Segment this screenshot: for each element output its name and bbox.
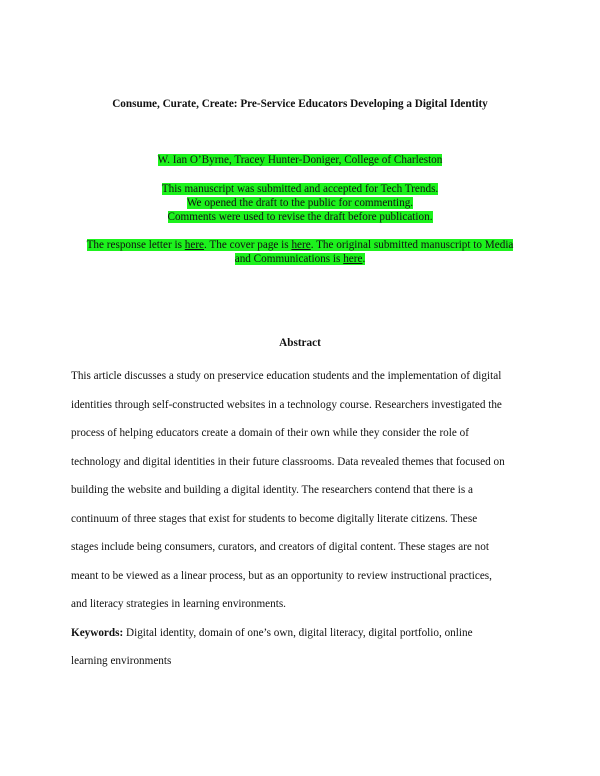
abstract-line: This article discusses a study on preservice education students and the implementation of digital bbox=[71, 370, 502, 382]
links-paragraph bbox=[70, 238, 530, 266]
abstract-line: continuum of three stages that exist for students to become digitally literate citizens. These bbox=[71, 512, 478, 525]
links-text bbox=[87, 239, 514, 265]
abstract-line: stages include being consumers, curators, and creators of digital content. These stages are not bbox=[71, 541, 489, 553]
keywords-line bbox=[71, 619, 531, 648]
abstract-heading: Abstract bbox=[279, 337, 321, 349]
author-line bbox=[40, 153, 560, 167]
note-line-2: We opened the draft to the public for commenting. bbox=[186, 197, 414, 209]
manuscript-note bbox=[40, 182, 560, 224]
links-part-2: . The cover page is bbox=[204, 239, 292, 251]
abstract-line: meant to be viewed as a linear process, but as an opportunity to review instructional practices, bbox=[71, 569, 492, 582]
author-text: W. Ian O’Byrne, Tracey Hunter-Doniger, College of Charleston bbox=[157, 154, 443, 166]
abstract-line: technology and digital identities in their future classrooms. Data revealed themes that focused on bbox=[71, 455, 505, 468]
cover-page-link[interactable]: here bbox=[291, 239, 311, 251]
abstract-body bbox=[71, 362, 531, 676]
links-part-4: and Communications is bbox=[234, 253, 344, 265]
links-part-3: . The original submitted manuscript to Media bbox=[310, 239, 514, 251]
original-manuscript-link[interactable]: here bbox=[343, 253, 363, 265]
abstract-line: identities through self-constructed websites in a technology course. Researchers investigated the bbox=[71, 398, 502, 411]
links-part-1: The response letter is bbox=[86, 239, 185, 251]
keywords-text: Digital identity, domain of one’s own, digital literacy, digital portfolio, online bbox=[123, 626, 473, 639]
note-line-1: This manuscript was submitted and accepted for Tech Trends. bbox=[161, 183, 439, 195]
links-part-5: . bbox=[362, 253, 366, 265]
paper-title: Consume, Curate, Create: Pre-Service Educators Developing a Digital Identity bbox=[112, 98, 488, 110]
abstract-line: building the website and building a digital identity. The researchers contend that there is a bbox=[71, 484, 474, 496]
abstract-line: and literacy strategies in learning environments. bbox=[71, 598, 286, 610]
response-letter-link[interactable]: here bbox=[184, 239, 205, 251]
abstract-line: process of helping educators create a domain of their own while they consider the role of bbox=[71, 427, 469, 439]
note-line-3: Comments were used to revise the draft before publication. bbox=[167, 211, 433, 223]
keywords-label: Keywords: bbox=[71, 626, 124, 639]
keywords-line-2: learning environments bbox=[71, 655, 172, 667]
